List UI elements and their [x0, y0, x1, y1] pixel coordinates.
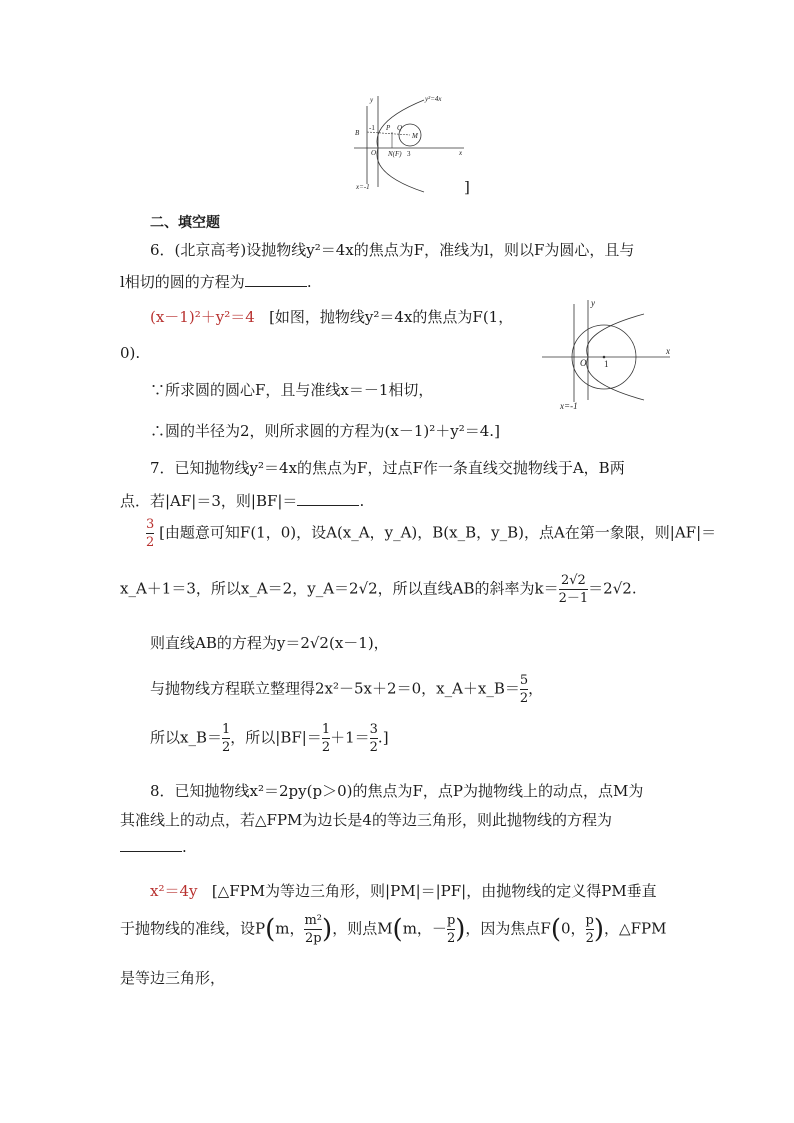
- q7-sol2-line: [120, 574, 637, 605]
- q7-sol2-frac: $\frac{2√2}{2-1}$: [558, 573, 589, 606]
- fig2-focus-point: [603, 356, 606, 359]
- q6-blank: [245, 274, 307, 287]
- q6-sol4: ∴圆的半径为2，则所求圆的方程为(x－1)²＋y²＝4.]: [150, 422, 500, 440]
- q7-sol2a: x_A＋1＝3，所以x_A＝2，y_A＝2√2，所以直线AB的斜率为k＝: [120, 579, 559, 598]
- fig1-label-o: O: [371, 149, 377, 157]
- fig2-label-o: O: [580, 358, 587, 368]
- fig2-label-x: x: [666, 346, 670, 356]
- q7-sol5d: .]: [377, 728, 389, 747]
- parabola-curve: [377, 100, 424, 192]
- fig2-label-1: 1: [604, 359, 609, 369]
- fig1-label-directrix: x=-1: [356, 183, 370, 191]
- q6-line1: 6．(北京高考)设抛物线y²＝4x的焦点为F，准线为l，则以F为圆心，且与: [150, 241, 635, 259]
- q6-answer: (x－1)²＋y²＝4: [150, 308, 255, 326]
- q7-answer: $\frac{3}{2}$: [146, 517, 155, 550]
- q8-line3: .: [120, 838, 187, 856]
- fig2-label-y: y: [591, 298, 595, 308]
- line-pm: [367, 132, 410, 135]
- q8-sol2-frac1: $\frac{\text{m²}}{2p}$: [304, 913, 323, 946]
- fig1-label-3: 3: [407, 150, 411, 158]
- q7-sol4a: 与抛物线方程联立整理得2x²－5x＋2＝0，x_A＋x_B＝: [150, 679, 520, 698]
- fig1-closing-bracket: ]: [464, 178, 470, 196]
- q7-sol5-frac1: $\frac{1}{2}$: [221, 722, 231, 755]
- q7-sol1: [由题意可知F(1，0)，设A(x_A，y_A)，B(x_B，y_B)，点A在第一象限，则|AF|＝: [159, 523, 717, 542]
- q6-sol1: [如图，抛物线y²＝4x的焦点为F(1，: [269, 308, 514, 326]
- fig1-label-y: y: [370, 96, 374, 104]
- q8-sol2c: ，则点M: [332, 919, 393, 938]
- q8-sol1: [△FPM为等边三角形，则|PM|＝|PF|，由抛物线的定义得PM垂直: [211, 882, 657, 900]
- q7-line2-text: 点．若|AF|＝3，则|BF|＝: [120, 492, 298, 510]
- q7-sol2b: ＝2√2.: [588, 579, 637, 598]
- q7-sol3: 则直线AB的方程为y＝2√2(x－1)，: [150, 634, 389, 652]
- q7-sol1-line: [146, 518, 716, 549]
- q7-sol4-line: [150, 674, 543, 705]
- q6-answer-line: [150, 306, 513, 327]
- q8-answer: x²＝4y: [150, 882, 198, 900]
- fig1-label-neg1: -1: [369, 124, 375, 132]
- figure-focus-circle: [540, 296, 676, 414]
- fig1-label-x: x: [459, 149, 463, 157]
- q7-sol5-frac3: $\frac{3}{2}$: [369, 722, 378, 755]
- q8-sol2a: 于抛物线的准线，设P: [120, 919, 266, 938]
- q7-line1: 7．已知抛物线y²＝4x的焦点为F，过点F作一条直线交抛物线于A，B两: [150, 459, 625, 477]
- q6-line2: l相切的圆的方程为 .: [120, 273, 312, 291]
- fig1-label-q: Q: [397, 124, 403, 132]
- q8-line1: 8．已知抛物线x²＝2py(p＞0)的焦点为F，点P为抛物线上的动点，点M为: [150, 782, 644, 800]
- q6-sol2: 0).: [120, 344, 141, 362]
- q7-sol5c: ＋1＝: [330, 728, 370, 747]
- q8-sol2g: ，△FPM: [604, 919, 667, 938]
- q8-sol2-frac3: $\frac{p}{2}$: [585, 913, 594, 946]
- fig2-label-directrix: x=-1: [560, 401, 578, 411]
- section-title: 二、填空题: [150, 215, 220, 231]
- q7-sol5-frac2: $\frac{1}{2}$: [321, 722, 331, 755]
- q7-sol4b: ，: [528, 679, 544, 698]
- fig1-label-m: M: [412, 132, 418, 140]
- q7-sol5-line: [150, 723, 389, 754]
- q6-line2-text: l相切的圆的方程为: [120, 273, 245, 291]
- fig1-label-b: B: [355, 129, 360, 137]
- q6-sol3: ∵所求圆的圆心F，且与准线x＝－1相切，: [150, 381, 434, 399]
- q8-sol2e: ，因为焦点F: [465, 919, 551, 938]
- q8-sol1-line: [150, 880, 657, 901]
- q8-sol3: 是等边三角形，: [120, 969, 226, 987]
- q8-sol2-line: 于抛物线的准线，设P(m， $\frac{\text{m²}}{2p}$ )，则点M(m，－ $\frac{p}{2}$ )，因为焦点F(0， $\frac{p}{2}$ )，△FPM: [120, 913, 667, 946]
- q7-sol4-frac: $\frac{5}{2}$: [519, 673, 529, 706]
- q8-blank: [120, 839, 182, 852]
- q7-sol5b: ，所以|BF|＝: [230, 728, 322, 747]
- q8-line2: 其准线上的动点，若△FPM为边长是4的等边三角形，则此抛物线的方程为: [120, 811, 612, 829]
- figure-parabola-circle: [352, 92, 472, 196]
- fig1-label-p: P: [386, 124, 391, 132]
- q7-blank: [297, 493, 359, 506]
- q8-sol2-frac2: $\frac{p}{2}$: [446, 913, 456, 946]
- q7-sol5a: 所以x_B＝: [150, 728, 222, 747]
- q7-line2: 点．若|AF|＝3，则|BF|＝ .: [120, 492, 365, 510]
- fig1-label-n: N(F): [388, 150, 402, 158]
- fig1-label-curve: y²=4x: [425, 95, 442, 103]
